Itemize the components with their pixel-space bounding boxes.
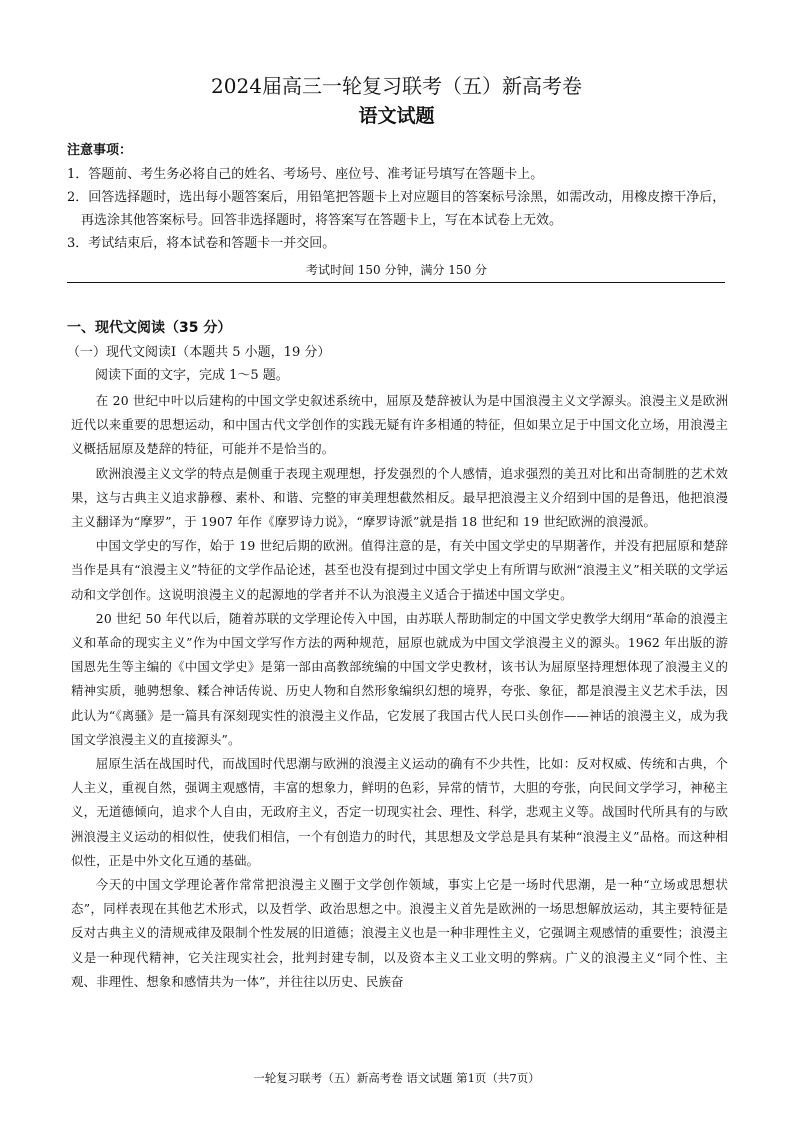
notice-list <box>67 163 732 255</box>
section-heading: 一、现代文阅读（35 分） <box>67 320 232 336</box>
subject-title: 语文试题 <box>358 105 435 127</box>
passage-paragraph-5: 屈原生活在战国时代，而战国时代思潮与欧洲的浪漫主义运动的确有不少共性，比如：反对权威、传统和古典，个人主义，重视自然，强调主观感情，丰富的想象力，鲜明的色彩，异常的情节，大胆的夸张，向民间文学学习，神秘主义，无道德倾向，追求个人自由，无政府主义，否定一切现实社会、理性、科学，悲观主义等。战国时代所具有的与欧洲浪漫主义运动的相似性，使我们相信，一个有创造力的时代，其思想及文学总是具有某种“浪漫主义”品格。而这种相似性，正是中外文化互通的基础。 <box>71 756 728 868</box>
reading-instruction: 阅读下面的文字，完成 1～5 题。 <box>95 368 289 383</box>
divider-line <box>67 282 725 283</box>
notice-item-3: 3．考试结束后，将本试卷和答题卡一并交回。 <box>67 236 336 251</box>
exam-time-and-score: 考试时间 150 分钟，满分 150 分 <box>305 263 488 277</box>
exam-title: 2024届高三一轮复习联考（五）新高考卷 <box>211 74 582 98</box>
notice-heading: 注意事项： <box>67 143 133 158</box>
sub-section-heading: （一）现代文阅读Ⅰ（本题共 5 小题，19 分） <box>67 345 331 360</box>
passage-paragraph-3: 中国文学史的写作，始于 19 世纪后期的欧洲。值得注意的是，有关中国文学史的早期著作，并没有把屈原和楚辞当作是具有“浪漫主义”特征的文学作品论述，甚至也没有提到过中国文学史上有所谓与欧洲“浪漫主义”相关联的文学运动和文学创作。这说明浪漫主义的起源地的学者并不认为浪漫主义适合于描述中国文学史。 <box>71 538 728 602</box>
passage-paragraph-2: 欧洲浪漫主义文学的特点是侧重于表现主观理想，抒发强烈的个人感情，追求强烈的美丑对比和出奇制胜的艺术效果，这与古典主义追求静穆、素朴、和谐、完整的审美理想截然相反。最早把浪漫主义介绍到中国的是鲁迅，他把浪漫主义翻译为“摩罗”，于 1907 年作《摩罗诗力说》，“摩罗诗派”就是指 18 世纪和 19 世纪欧洲的浪漫派。 <box>71 465 728 530</box>
page-footer: 一轮复习联考（五）新高考卷 语文试题 第1页（共7页） <box>253 1071 540 1085</box>
notice-item-1: 1．答题前、考生务必将自己的姓名、考场号、座位号、准考证号填写在答题卡上。 <box>67 167 544 182</box>
passage-paragraph-6: 今天的中国文学理论著作常常把浪漫主义圈于文学创作领域，事实上它是一场时代思潮，是一种“立场或思想状态”，同样表现在其他艺术形式，以及哲学、政治思想之中。浪漫主义首先是欧洲的一场思想解放运动，其主要特征是反对古典主义的清规戒律及限制个性发展的旧道德；浪漫主义也是一种非理性主义，它强调主观感情的重要性；浪漫主义是一种现代精神，它关注现实社会，批判封建专制，以及资本主义工业文明的弊病。广义的浪漫主义“同个性、主观、非理性、想象和感情共为一体”，并往往以历史、民族奋 <box>71 877 728 989</box>
reading-passage <box>71 389 728 994</box>
notice-item-2: 2．回答选择题时，选出每小题答案后，用铅笔把答题卡上对应题目的答案标号涂黑，如需改动，用橡皮擦干净后，再选涂其他答案标号。回答非选择题时，将答案写在答题卡上，写在本试卷上无效。 <box>67 190 726 228</box>
passage-paragraph-1: 在 20 世纪中叶以后建构的中国文学史叙述系统中，屈原及楚辞被认为是中国浪漫主义文学源头。浪漫主义是欧洲近代以来重要的思想运动，和中国古代文学创作的实践无疑有许多相通的特征，但如果立足于中国文化立场，用浪漫主义概括屈原及楚辞的特征，可能并不是恰当的。 <box>71 393 728 457</box>
passage-paragraph-4: 20 世纪 50 年代以后，随着苏联的文学理论传入中国，由苏联人帮助制定的中国文学史教学大纲用“革命的浪漫主义和革命的现实主义”作为中国文学写作方法的两种规范，屈原也就成为中国文学浪漫主义的源头。1962 年出版的游国恩先生等主编的《中国文学史》是第一部由高教部统编的中国文学史教材，该书认为屈原坚持理想体现了浪漫主义的精神实质，驰骋想象、糅合神话传说、历史人物和自然形象编织幻想的境界，夸张、象征，都是浪漫主义艺术手法，因此认为“《离骚》是一篇具有深刻现实性的浪漫主义作品，它发展了我国古代人民口头创作——神话的浪漫主义，成为我国文学浪漫主义的直接源头”。 <box>71 610 728 747</box>
